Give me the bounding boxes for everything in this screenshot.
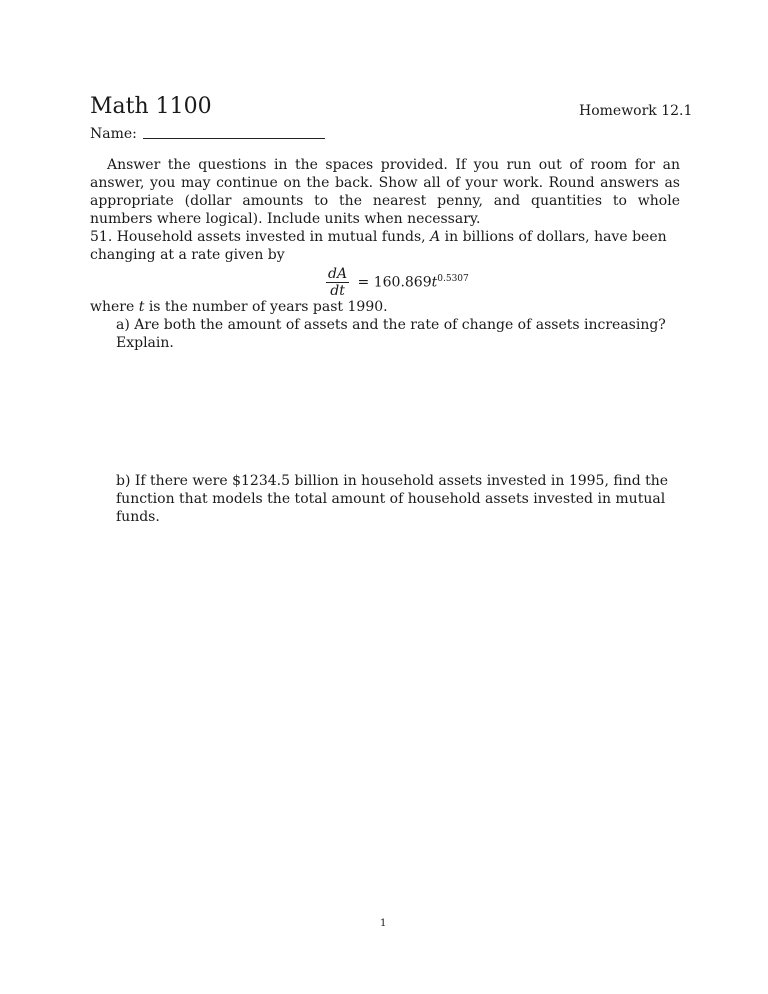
derivative-fraction bbox=[326, 266, 349, 299]
part-b-text: If there were $1234.5 billion in household assets invested in 1995, find the function that models the total amount of household assets invested in mutual funds. bbox=[116, 473, 669, 525]
assignment-title: Homework 12.1 bbox=[579, 103, 693, 119]
part-a-question bbox=[116, 316, 686, 352]
variable-definition bbox=[90, 298, 388, 316]
equals-sign: = bbox=[357, 274, 370, 291]
coefficient: 160.869 bbox=[373, 274, 432, 291]
name-blank-line bbox=[143, 138, 325, 139]
part-a-text: Are both the amount of assets and the rate of change of assets increasing? Explain. bbox=[116, 317, 666, 351]
page-number: 1 bbox=[380, 918, 387, 929]
where-after: is the number of years past 1990. bbox=[148, 299, 388, 315]
part-b-question bbox=[116, 472, 676, 526]
problem-number: 51. bbox=[90, 229, 113, 245]
instructions-paragraph: Answer the questions in the spaces provided. If you run out of room for an answer, you may continue on the back. Show all of your work. Round answers as appropriate (dollar amounts to the nearest penny, and quantities to whole numbers where logical). Include units when necessary. bbox=[90, 157, 680, 227]
fraction-numerator: dA bbox=[328, 266, 348, 282]
where-before: where bbox=[90, 299, 135, 315]
problem-intro-part1: Household assets invested in mutual funds, bbox=[116, 229, 426, 245]
base-variable: t bbox=[431, 274, 438, 291]
part-a-label: a) bbox=[116, 317, 130, 333]
rate-equation bbox=[326, 266, 469, 299]
problem-intro-part2: in billions of dollars, have been changing at a rate given by bbox=[90, 229, 667, 263]
variable-t: t bbox=[138, 299, 145, 315]
equation-rhs bbox=[358, 274, 469, 291]
problem-51-intro bbox=[90, 228, 680, 264]
exponent: 0.5307 bbox=[437, 274, 469, 285]
name-label: Name: bbox=[90, 126, 137, 142]
fraction-denominator: dt bbox=[330, 283, 345, 299]
name-row bbox=[90, 126, 325, 142]
part-b-label: b) bbox=[116, 473, 131, 489]
course-title: Math 1100 bbox=[90, 94, 212, 119]
variable-A: A bbox=[430, 229, 441, 245]
